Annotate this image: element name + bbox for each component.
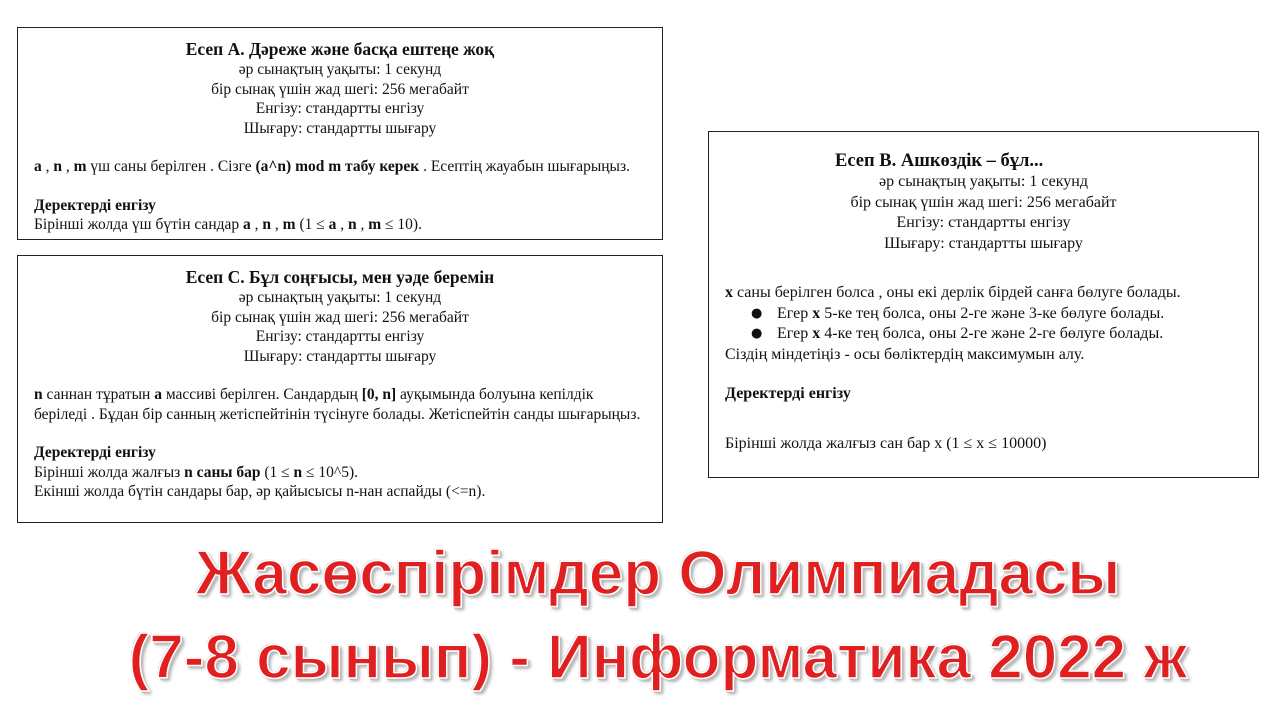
sep: , <box>250 216 263 233</box>
problem-a-input-heading: Деректерді енгізу <box>34 196 156 214</box>
problem-b-statement <box>725 283 1242 304</box>
bold-text: n саны бар <box>184 463 261 481</box>
sep: , <box>356 216 369 233</box>
problem-a-output: Шығару: стандартты шығару <box>243 119 437 137</box>
text: 5-ке тең болса, оны 2-ге және 3-ке бөлуге болады. <box>820 304 1165 322</box>
headline-line-2: (7-8 сынып) - Информатика 2022 ж <box>128 623 1188 692</box>
text: 4-ке тең болса, оны 2-ге және 2-ге бөлуге болады. <box>820 325 1164 342</box>
var-a: a <box>154 386 162 403</box>
var-n: n <box>53 158 62 175</box>
var-m: m <box>368 216 382 233</box>
var-a: a <box>34 158 42 175</box>
var-x: x <box>812 325 821 342</box>
list-item <box>751 324 1242 345</box>
sep: , <box>41 158 54 175</box>
sep: , <box>62 158 74 175</box>
problem-c-input-line1 <box>34 463 646 483</box>
var-m: m <box>282 216 296 233</box>
problem-c-input-line2: Екінші жолда бүтін сандары бар, әр қайысысы n-нан аспайды (<=n). <box>34 483 486 500</box>
text: (1 ≤ <box>295 216 329 233</box>
problem-c-memory-limit: бір сынақ үшін жад шегі: 256 мегабайт <box>211 308 469 326</box>
problem-b-title: Есеп B. Ашкөздік – бұл... <box>835 151 1044 171</box>
problem-a-memory-limit: бір сынақ үшін жад шегі: 256 мегабайт <box>211 80 469 98</box>
statement-text: үш саны берілген . Сізге <box>86 158 256 175</box>
text: (1 ≤ <box>260 463 294 481</box>
problem-c-card <box>17 255 663 523</box>
problem-c-time-limit: әр сынақтың уақыты: 1 секунд <box>238 289 442 306</box>
problem-b-input: Енгізу: стандартты енгізу <box>896 214 1071 231</box>
var-n: n <box>262 216 272 233</box>
formula: (a^n) mod m табу керек <box>255 158 420 175</box>
range: [0, n] <box>361 386 397 403</box>
problem-c-output: Шығару: стандартты шығару <box>243 347 437 365</box>
problem-b-input-heading: Деректерді енгізу <box>725 385 851 402</box>
problem-c-title: Есеп C. Бұл соңғысы, мен уәде беремін <box>185 267 495 287</box>
problem-b-input-line1: Бірінші жолда жалғыз сан бар x (1 ≤ x ≤ 10000) <box>725 434 1047 452</box>
problem-b-card <box>708 131 1259 478</box>
problem-a-title: Есеп A. Дәреже және басқа ештеңе жоқ <box>185 39 495 59</box>
problem-c-input-heading: Деректерді енгізу <box>34 444 156 461</box>
problem-c-statement <box>34 385 646 424</box>
problem-c-input: Енгізу: стандартты енгізу <box>255 328 425 345</box>
statement-text: саны берілген болса , оны екі дерлік бірдей санға бөлуге болады. <box>733 284 1181 301</box>
sep: , <box>271 216 283 233</box>
statement-text: массиві берілген. Сандардың <box>161 386 362 403</box>
problem-b-memory-limit: бір сынақ үшін жад шегі: 256 мегабайт <box>850 193 1117 211</box>
list-item <box>751 304 1242 325</box>
statement-text: . Есептің жауабын шығарыңыз. <box>419 158 630 175</box>
problem-a-input-line1 <box>34 215 646 235</box>
text: ≤ 10). <box>381 216 422 233</box>
text: Бірінші жолда жалғыз <box>34 463 185 481</box>
text: Бірінші жолда үш бүтін сандар <box>34 216 244 233</box>
var-x: x <box>812 304 821 322</box>
statement-text: саннан тұратын <box>42 386 155 403</box>
var-n: n <box>347 216 357 233</box>
headline-line-1: Жасөспірімдер Олимпиадасы <box>195 539 1121 608</box>
text: Егер <box>777 304 813 322</box>
problem-b-time-limit: әр сынақтың уақыты: 1 секунд <box>879 173 1088 190</box>
var-n: n <box>293 463 303 481</box>
var-n: n <box>34 386 43 403</box>
problem-b-output: Шығару: стандартты шығару <box>884 234 1083 252</box>
var-a: a <box>243 216 251 233</box>
problem-a-input: Енгізу: стандартты енгізу <box>255 100 425 117</box>
var-m: m <box>73 158 87 175</box>
problem-a-card <box>17 27 663 240</box>
problem-a-time-limit: әр сынақтың уақыты: 1 секунд <box>238 61 442 78</box>
sep: , <box>336 216 348 233</box>
statement-text: ауқымында болуына кепілдік беріледі . Бұдан бір санның жетіспейтінін түсінуге болады. Жетіспейтін санды шығарыңыз. <box>34 386 641 423</box>
problem-a-statement <box>34 157 646 177</box>
var-a: a <box>328 216 337 233</box>
problem-b-examples <box>725 304 1242 345</box>
text: ≤ 10^5). <box>302 463 358 481</box>
problem-b-task: Сіздің міндетіңіз - осы бөліктердің максимумын алу. <box>725 345 1085 363</box>
var-x: x <box>725 284 733 301</box>
text: Егер <box>777 325 813 342</box>
